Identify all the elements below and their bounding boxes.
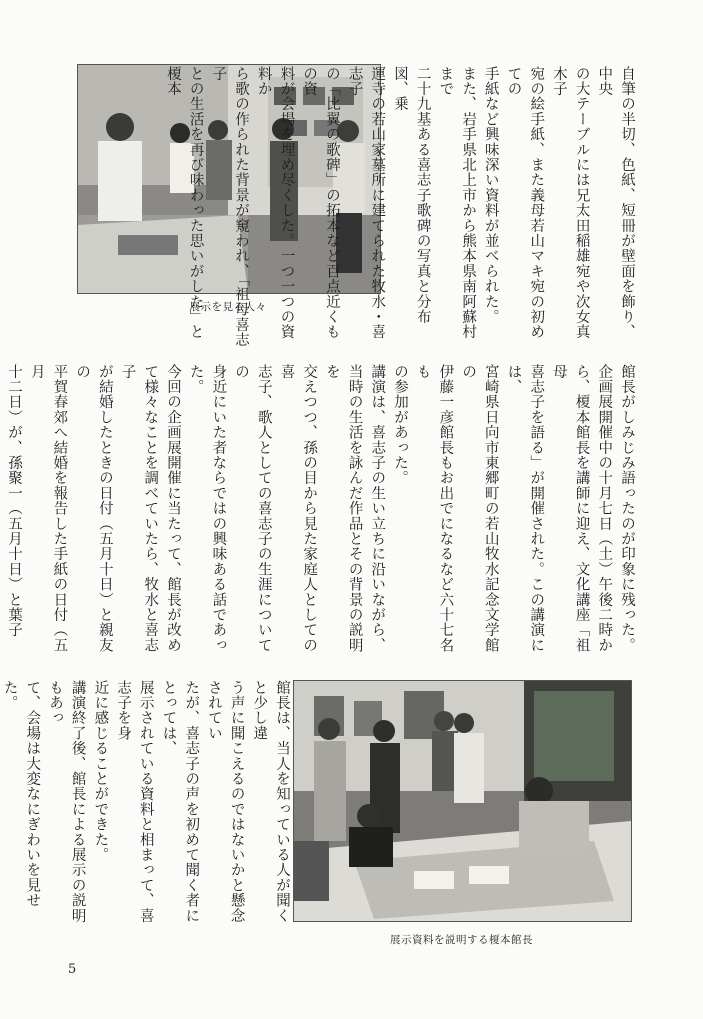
article-text-middle: 館長がしみじみ語ったのが印象に残った。 企画展開催中の十月七日（土）午後二時か ら、榎本館長を講師に迎え、文化講座「祖母 喜志子を語る」が開催された。この講演には、 宮崎県日向市東郷町の若山牧水記念文学館の 伊藤一彦館長もお出でになるなど六十七名も の参加があった。 講演は、喜志子の生い立ちに沿いながら、 当時の生活を詠んだ作品とその背景の説明を 交えつつ、孫の目から見た家庭人としての喜 志子、歌人としての喜志子の生涯についての 身近にいた者ならではの興味ある話であった。 今回の企画展開催に当たって、館長が改め て様々なことを調べていたら、牧水と喜志子 が結婚したときの日付（五月十日）と親友の 平賀春郊へ結婚を報告した手紙の日付（五月 十二日）が、孫聚一（五月十日）と葉子 [6,364,635,653]
page-number: 5 [68,962,77,977]
article-text-bottom: 館長は、当人を知っている人が聞くと少し違 う声に聞こえるのではないかと懸念されてい たが、喜志子の声を初めて聞く者にとっては、 展示されている資料と相まって、喜志子を身 近に感じることができた。 講演終了後、館長による展示の説明もあっ て、会場は大変なにぎわいを見せた。 [1,680,290,924]
article-text-top: 自筆の半切、色紙、短冊が壁面を飾り、中央 の大テーブルには兄太田稲雄宛や次女真木子 宛の絵手紙、また義母若山マキ宛の初めての 手紙など興味深い資料が並べられた。 また、岩手県北上市から熊本県南阿蘇村まで 二十九基ある喜志子歌碑の写真と分布図、乗 運寺の若山家墓所に建てられた牧水・喜志子 の「比翼の歌碑」の拓本など百点近くもの資 料が会場を埋め尽くした。一つ一つの資料か ら歌の作られた背景が窺われ、「祖母喜志子 との生活を再び味わった思いがした」と榎本 [164,66,635,348]
caption-exhibition-visitors: 展示を見る人々 [189,301,267,313]
photo-director-explaining [293,680,632,922]
caption-director-explaining: 展示資料を説明する榎本館長 [390,934,533,946]
photo-director-explaining-image [294,681,631,921]
